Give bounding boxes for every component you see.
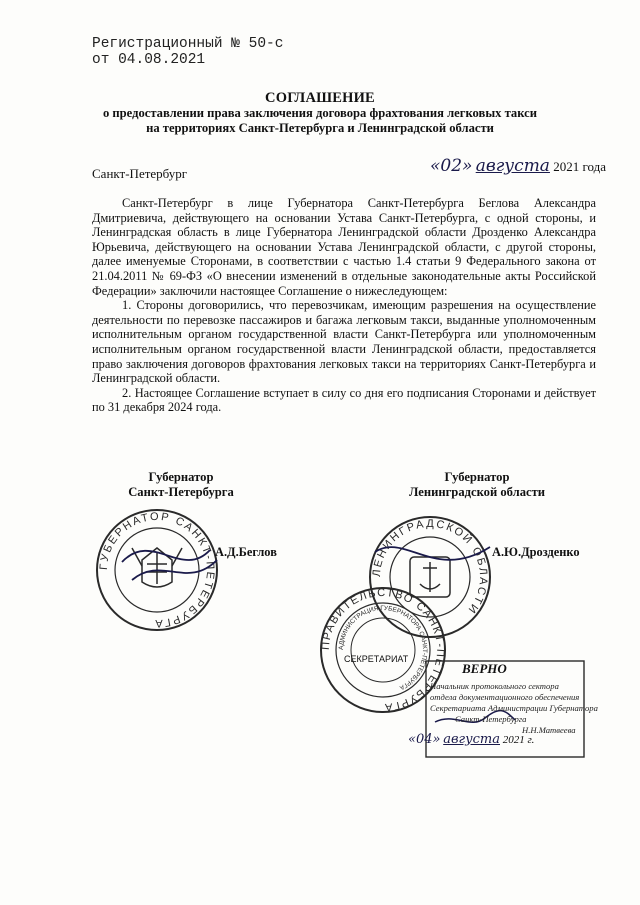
date-day: «02» (430, 156, 473, 176)
place-city: Санкт-Петербург (92, 166, 188, 181)
right-signatory-name: А.Ю.Дрозденко (492, 545, 580, 559)
cert-line-3: Секретариата Администрации Губернатора (430, 703, 598, 713)
certification-title: ВЕРНО (462, 661, 507, 676)
right-role-line-1: Губернатор (444, 470, 510, 484)
left-seal-stamp (92, 500, 222, 640)
agreement-date (430, 156, 606, 176)
agreement-body (92, 196, 596, 415)
left-signatory-name: А.Д.Беглов (215, 545, 277, 559)
right-seal-ring-text: ЛЕНИНГРАДСКОЙ ОБЛАСТИ (370, 517, 490, 617)
left-seal-ring-text: ГУБЕРНАТОР САНКТ-ПЕТЕРБУРГА (97, 510, 217, 630)
cert-line-4: Санкт-Петербурга (455, 714, 527, 724)
coat-of-arms-icon (132, 548, 182, 587)
right-role-line-2: Ленинградской области (408, 485, 546, 499)
secretariat-outer-ring-text: ПРАВИТЕЛЬСТВО САНКТ-ПЕТЕРБУРГА (319, 586, 447, 714)
clause-1-paragraph: 1. Стороны договорились, что перевозчикам, имеющим разрешения на осуществление деятельности по перевозке пассажиров и багажа легковым такси, выданные уполномоченным исполнительным органом государственной власти Санкт-Петербурга или уполномоченным исполнительным органом государственной власти Ленинградской области, предоставляется право заключения договоров фрахтования легковых такси на территориях Санкт-Петербурга и Ленинградской области. (92, 298, 596, 386)
cert-line-2: отдела документационного обеспечения (430, 692, 580, 702)
subtitle-line-1: о предоставлении права заключения договора фрахтования легковых такси (102, 106, 538, 120)
document-subtitle (60, 106, 580, 136)
cert-signer-name: Н.Н.Матвеева (522, 725, 576, 735)
cert-date-year: 2021 г. (502, 734, 535, 746)
document-title: СОГЛАШЕНИЕ (265, 90, 375, 106)
preamble-paragraph: Санкт-Петербург в лице Губернатора Санкт-Петербурга Беглова Александра Дмитриевича, действующего на основании Устава Санкт-Петербурга, с одной стороны, и Ленинградская область в лице Губернатора Ленинградской области Дрозденко Александра Юрьевича, действующего на основании Устава Ленинградской области, с другой стороны, далее именуемые Сторонами, в соответствии с частью 1.4 статьи 9 Федерального закона от 21.04.2011 № 69-ФЗ «О внесении изменений в отдельные законодательные акты Российской Федерации» заключили настоящее Соглашение о нижеследующем: (92, 196, 596, 298)
registration-stamp (92, 36, 283, 68)
cert-date-month: августа (443, 732, 500, 747)
certification-date (408, 732, 534, 747)
cert-line-1: Начальник протокольного сектора (430, 681, 559, 691)
registration-date: от 04.08.2021 (92, 52, 206, 68)
subtitle-line-2: на территориях Санкт-Петербурга и Ленинградской области (146, 121, 494, 135)
registration-number: Регистрационный № 50-с (92, 36, 284, 52)
date-year: 2021 года (553, 159, 606, 174)
secretariat-center-label: СЕКРЕТАРИАТ (344, 654, 409, 664)
cert-date-day: «04» (408, 732, 441, 747)
clause-2-paragraph: 2. Настоящее Соглашение вступает в силу со дня его подписания Сторонами и действует по 31 декабря 2024 года. (92, 385, 596, 415)
left-signatory-title (106, 470, 256, 500)
secretariat-inner-ring-text: АДМИНИСТРАЦИЯ ГУБЕРНАТОРА САНКТ-ПЕТЕРБУРГА (337, 604, 429, 692)
right-signatory-title (402, 470, 552, 500)
date-month: августа (475, 156, 550, 176)
left-role-line-2: Санкт-Петербурга (128, 485, 234, 499)
left-role-line-1: Губернатор (148, 470, 214, 484)
